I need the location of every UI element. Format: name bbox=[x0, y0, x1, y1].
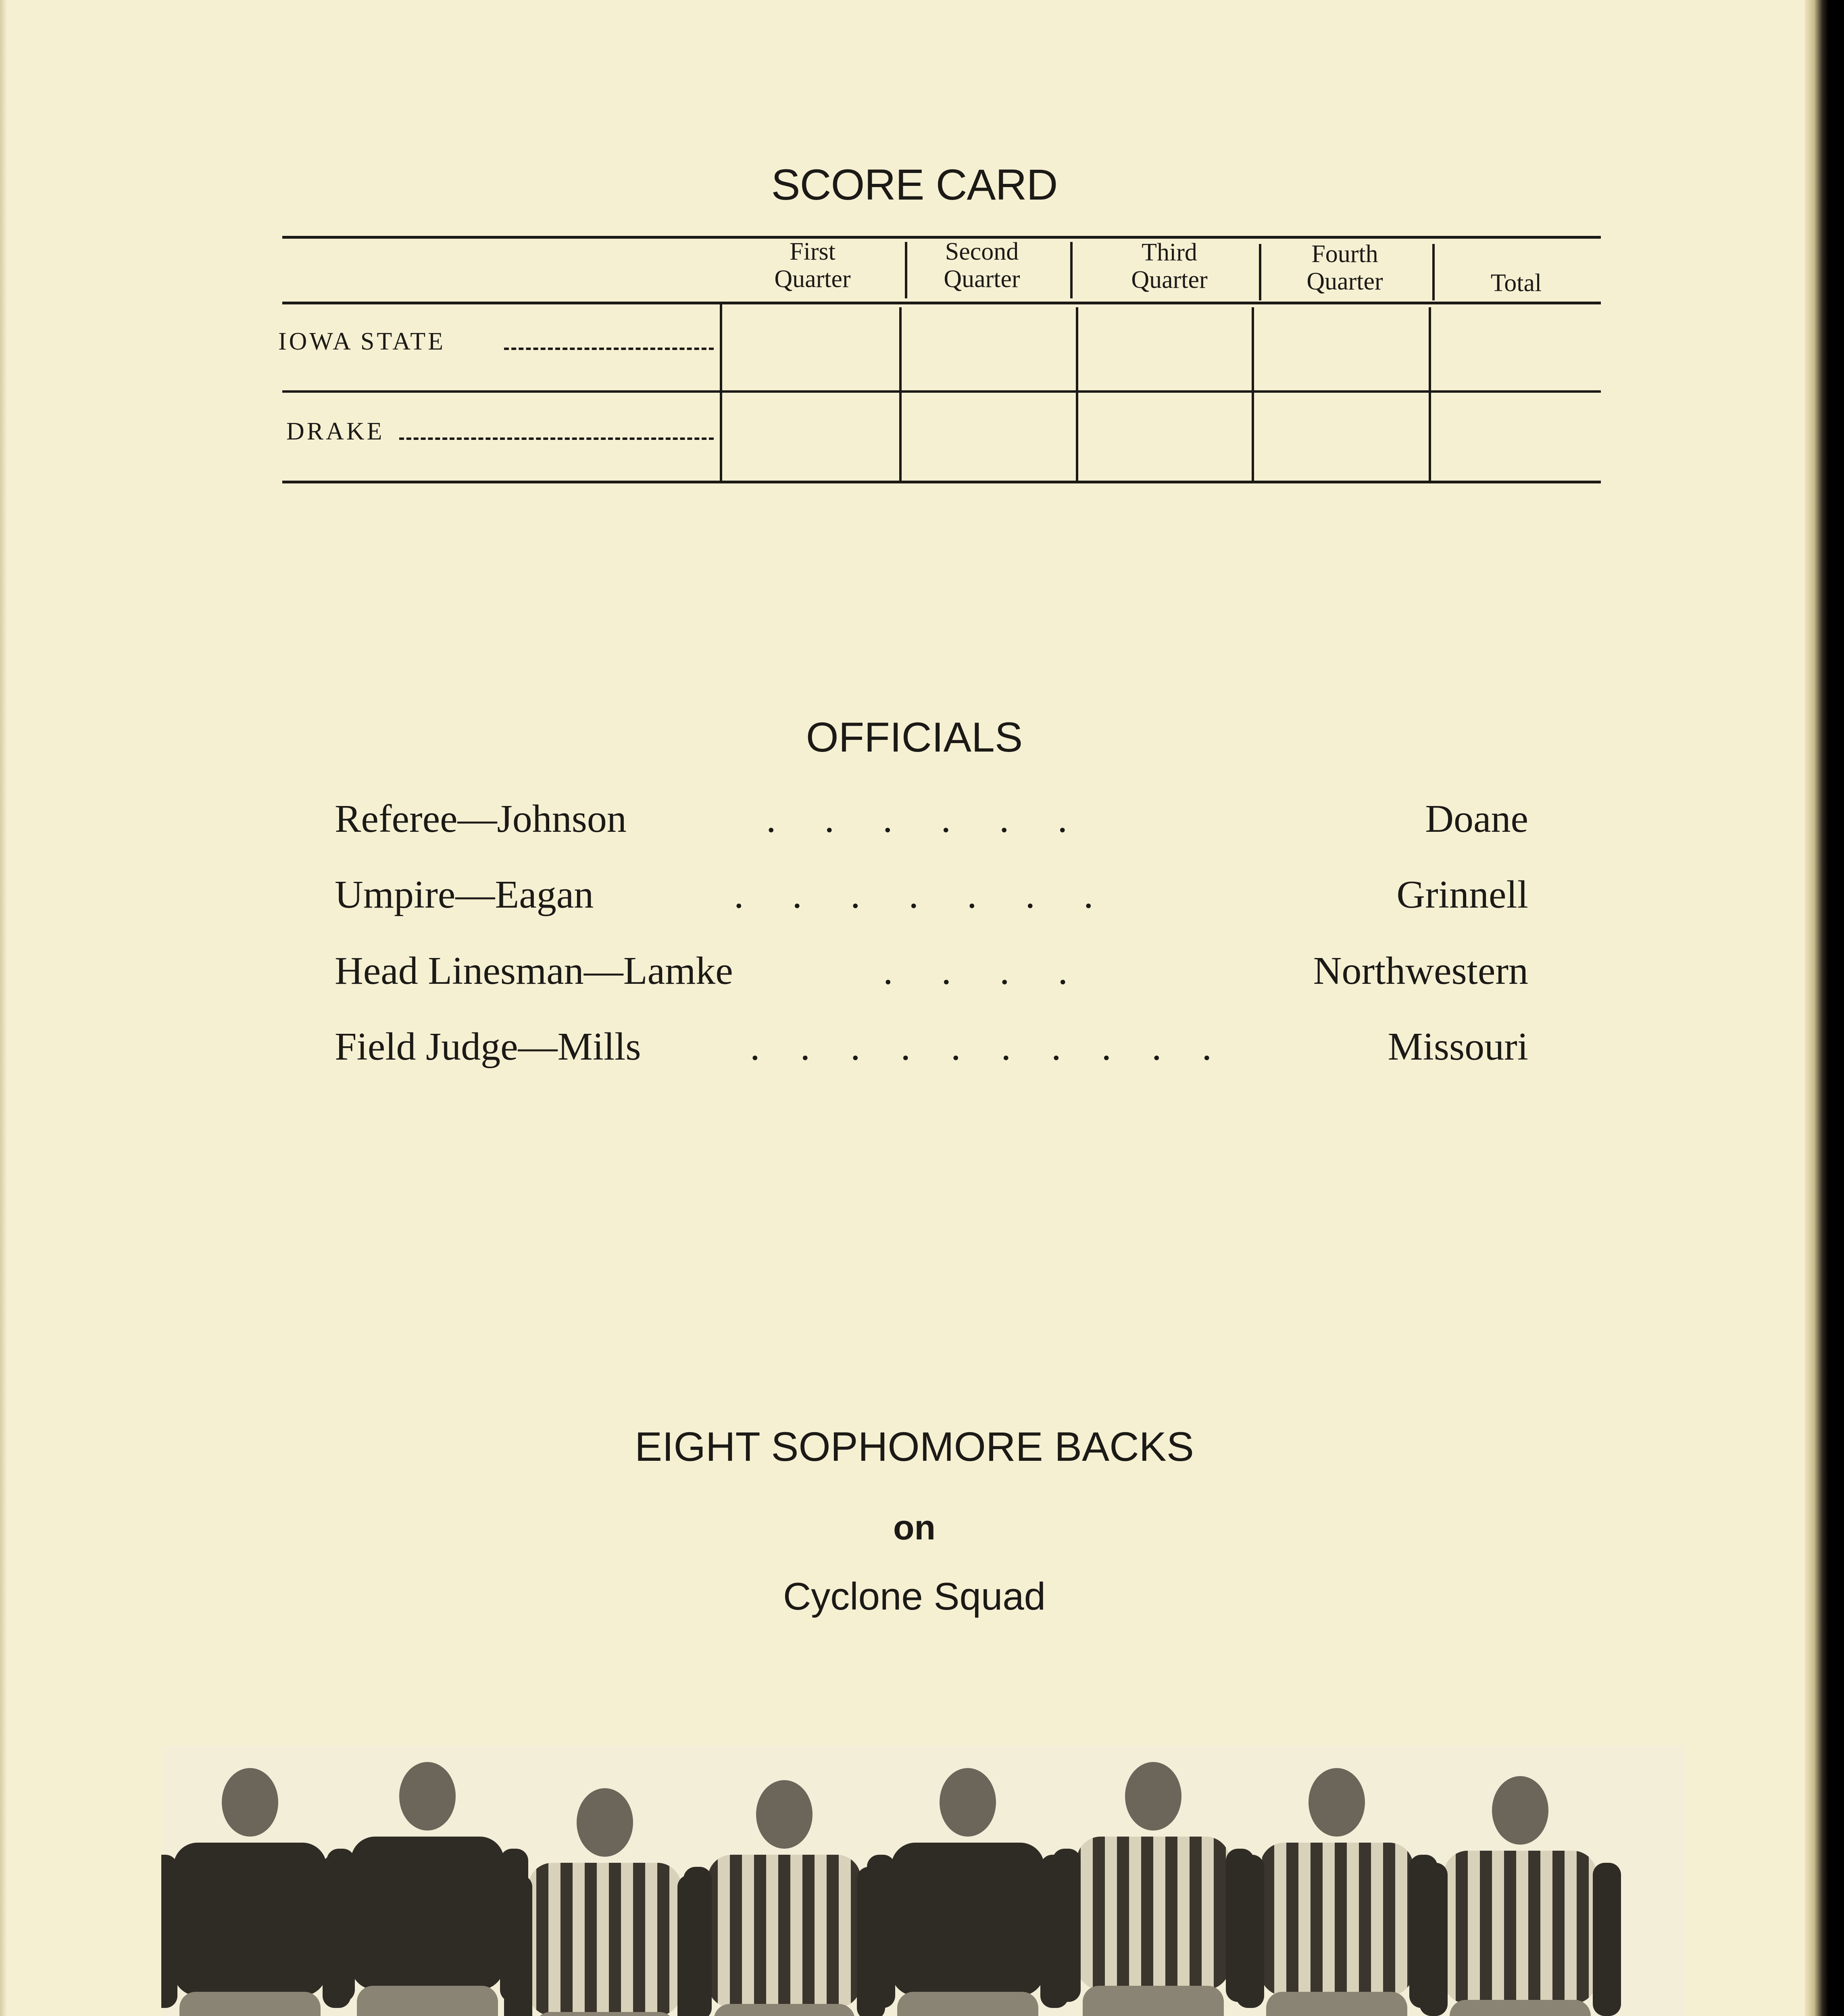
player-jersey bbox=[351, 1837, 504, 1990]
player-head bbox=[756, 1780, 813, 1849]
row-label-drake: DRAKE bbox=[286, 418, 385, 445]
score-cell-iowa-state-q3[interactable] bbox=[1079, 304, 1250, 390]
column-header-total bbox=[1436, 242, 1597, 297]
score-cell-iowa-state-q4[interactable] bbox=[1254, 304, 1427, 390]
player-jersey bbox=[891, 1843, 1044, 1996]
team-photo bbox=[161, 1746, 1686, 2016]
column-header-third-quarter bbox=[1081, 239, 1258, 294]
score-cell-drake-q2[interactable] bbox=[902, 393, 1075, 480]
player-arm bbox=[1052, 1849, 1081, 2002]
player-jersey bbox=[528, 1863, 681, 2016]
column-header-line bbox=[1436, 242, 1597, 269]
official-role-name: Umpire—Eagan bbox=[335, 873, 594, 916]
score-cell-iowa-state-total[interactable] bbox=[1431, 304, 1601, 390]
score-cell-drake-q4[interactable] bbox=[1254, 393, 1427, 480]
player-head bbox=[1492, 1776, 1548, 1845]
column-header-line: Quarter bbox=[1306, 268, 1383, 295]
header-separator bbox=[1432, 244, 1435, 300]
official-leader-dots: ...... bbox=[766, 797, 1116, 841]
column-header-line: Quarter bbox=[774, 265, 851, 293]
column-header-first-quarter bbox=[724, 238, 901, 293]
column-header-line: First bbox=[790, 238, 836, 265]
player-arm bbox=[1593, 1863, 1621, 2016]
cell-separator bbox=[1252, 307, 1254, 481]
player-head bbox=[399, 1762, 456, 1831]
player-head bbox=[1125, 1762, 1181, 1831]
player-head bbox=[1309, 1768, 1365, 1837]
player-arm bbox=[1419, 1863, 1448, 2016]
column-header-second-quarter bbox=[899, 238, 1065, 293]
column-header-line: Second bbox=[945, 238, 1019, 265]
player-pants bbox=[534, 2012, 675, 2016]
backs-title: EIGHT SOPHOMORE BACKS bbox=[635, 1424, 1194, 1470]
player-pants bbox=[179, 1992, 321, 2016]
player-jersey bbox=[1260, 1843, 1413, 1996]
player-jersey bbox=[1077, 1837, 1230, 1990]
backs-on: on bbox=[893, 1508, 936, 1547]
score-cell-drake-total[interactable] bbox=[1431, 393, 1601, 480]
backs-squad: Cyclone Squad bbox=[783, 1575, 1046, 1618]
column-header-fourth-quarter bbox=[1260, 240, 1429, 295]
score-cell-iowa-state-q2[interactable] bbox=[902, 304, 1075, 390]
officials-title: OFFICIALS bbox=[806, 714, 1023, 761]
leader-dashes bbox=[399, 437, 714, 440]
official-school: Missouri bbox=[1388, 1025, 1528, 1068]
official-school: Northwestern bbox=[1313, 949, 1528, 993]
row-label-iowa-state: IOWA STATE bbox=[278, 328, 446, 355]
score-cell-iowa-state-q1[interactable] bbox=[723, 304, 898, 390]
score-cell-drake-q1[interactable] bbox=[723, 393, 898, 480]
score-cell-drake-q3[interactable] bbox=[1079, 393, 1250, 480]
official-row bbox=[335, 948, 1528, 997]
cell-separator bbox=[899, 307, 902, 481]
column-header-line: Fourth bbox=[1311, 240, 1378, 268]
player-head bbox=[940, 1768, 996, 1837]
cell-separator bbox=[1076, 307, 1078, 481]
player-arm bbox=[161, 1855, 177, 2008]
player-pants bbox=[1266, 1992, 1407, 2016]
page-left-shadow bbox=[0, 0, 7, 2016]
official-leader-dots: ....... bbox=[734, 873, 1142, 916]
official-role-name: Field Judge—Mills bbox=[335, 1025, 641, 1068]
column-header-line: Quarter bbox=[1131, 266, 1208, 294]
official-role-name: Head Linesman—Lamke bbox=[335, 949, 733, 993]
player-jersey bbox=[173, 1843, 327, 1996]
official-row bbox=[335, 1024, 1528, 1073]
score-table-bottom-rule bbox=[282, 481, 1601, 483]
official-school: Doane bbox=[1425, 797, 1528, 841]
player-arm bbox=[1236, 1855, 1264, 2008]
official-leader-dots: .......... bbox=[750, 1025, 1252, 1068]
column-header-line: Total bbox=[1490, 269, 1542, 297]
player-pants bbox=[714, 2004, 855, 2016]
page-right-edge bbox=[1804, 0, 1829, 2016]
player-arm bbox=[683, 1867, 712, 2016]
score-table-row-rule bbox=[282, 390, 1601, 393]
official-role-name: Referee—Johnson bbox=[335, 797, 627, 841]
cell-separator bbox=[1429, 307, 1431, 481]
player-arm bbox=[867, 1855, 895, 2008]
player-pants bbox=[897, 1992, 1038, 2016]
player-head bbox=[222, 1768, 278, 1837]
player-pants bbox=[357, 1986, 498, 2016]
player-arm bbox=[504, 1875, 532, 2016]
player-arm bbox=[327, 1849, 355, 2002]
player-pants bbox=[1450, 2000, 1591, 2016]
header-separator bbox=[1070, 242, 1073, 298]
player-head bbox=[577, 1788, 633, 1857]
official-row bbox=[335, 796, 1528, 845]
official-school: Grinnell bbox=[1396, 873, 1528, 916]
score-table-header-rule bbox=[282, 302, 1601, 304]
leader-dashes bbox=[504, 348, 714, 350]
column-header-line: Quarter bbox=[944, 265, 1020, 293]
official-row bbox=[335, 872, 1528, 921]
player-jersey bbox=[1444, 1851, 1597, 2004]
player-jersey bbox=[708, 1855, 861, 2008]
player-pants bbox=[1083, 1986, 1224, 2016]
column-header-line: Third bbox=[1142, 239, 1197, 266]
score-card-title: SCORE CARD bbox=[771, 160, 1058, 209]
official-leader-dots: .... bbox=[883, 949, 1116, 993]
row-label-separator bbox=[720, 304, 722, 482]
